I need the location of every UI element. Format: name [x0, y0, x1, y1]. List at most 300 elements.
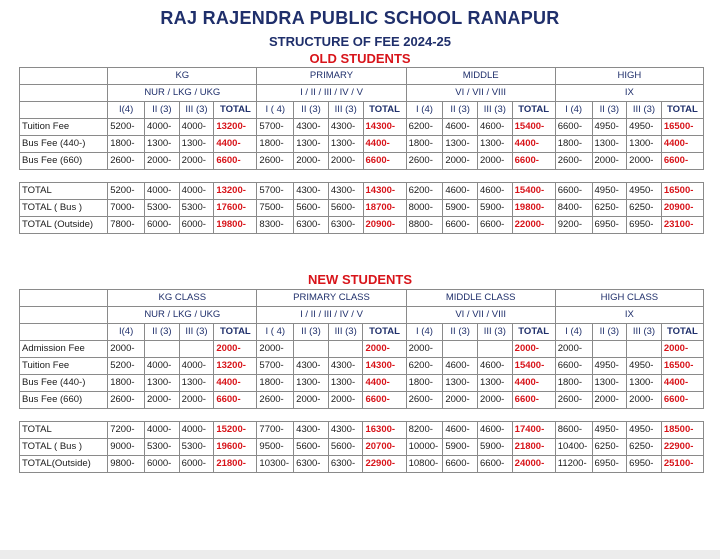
fee-cell: 4300-: [294, 119, 329, 136]
fee-cell: 4950-: [592, 422, 627, 439]
fee-cell: 15400-: [512, 358, 555, 375]
fee-cell: 4600-: [477, 183, 512, 200]
group-classes: NUR / LKG / UKG: [108, 307, 257, 324]
column-head: II (3): [443, 102, 478, 119]
column-head: TOTAL: [512, 324, 555, 341]
fee-row: [20, 217, 704, 234]
fee-cell: 4300-: [328, 119, 363, 136]
fee-cell: 7800-: [108, 217, 145, 234]
fee-cell: 22900-: [363, 456, 406, 473]
group-classes: NUR / LKG / UKG: [108, 85, 257, 102]
fee-cell: 2000-: [294, 392, 329, 409]
fee-cell: 1800-: [406, 136, 443, 153]
spacer-row: [20, 170, 704, 183]
fee-cell: 4950-: [627, 119, 662, 136]
fee-row: [20, 375, 704, 392]
fee-cell: [478, 341, 513, 358]
fee-cell: 24000-: [512, 456, 555, 473]
fee-cell: 4400-: [214, 136, 257, 153]
fee-cell: 6600-: [661, 153, 703, 170]
fee-cell: 16500-: [661, 119, 703, 136]
fee-cell: 6600-: [555, 119, 592, 136]
fee-cell: 5200-: [108, 119, 145, 136]
fee-cell: 2000-: [627, 392, 662, 409]
fee-cell: 2000-: [443, 392, 478, 409]
spacer-cell: [20, 170, 704, 183]
fee-cell: 7500-: [257, 200, 294, 217]
fee-cell: 4400-: [512, 136, 555, 153]
group-name: HIGH CLASS: [555, 290, 703, 307]
fee-cell: 5700-: [257, 119, 294, 136]
old-students-heading: OLD STUDENTS: [309, 51, 411, 66]
fee-cell: 4300-: [328, 358, 363, 375]
fee-cell: 20700-: [363, 439, 406, 456]
fee-cell: 6600-: [512, 153, 555, 170]
fee-cell: 4400-: [512, 375, 555, 392]
fee-cell: 1300-: [145, 375, 180, 392]
fee-cell: 19600-: [214, 439, 257, 456]
column-head: III (3): [477, 102, 512, 119]
fee-cell: 16500-: [661, 358, 703, 375]
fee-cell: 6000-: [179, 456, 214, 473]
group-classes-row: [20, 85, 704, 102]
column-head: I ( 4): [257, 324, 294, 341]
fee-row: [20, 392, 704, 409]
fee-cell: 2000-: [555, 341, 592, 358]
fee-cell: [294, 341, 329, 358]
column-head: II (3): [294, 102, 329, 119]
fee-cell: 5300-: [145, 439, 180, 456]
column-head: I (4): [555, 324, 592, 341]
fee-cell: 6300-: [328, 456, 363, 473]
fee-row-label: TOTAL(Outside): [20, 456, 108, 473]
fee-cell: [592, 341, 627, 358]
column-head: TOTAL: [512, 102, 555, 119]
fee-cell: 4000-: [145, 422, 180, 439]
column-head: I (4): [555, 102, 592, 119]
fee-cell: 4600-: [478, 422, 513, 439]
fee-cell: 4000-: [179, 358, 214, 375]
fee-cell: 1800-: [108, 136, 145, 153]
column-head: II (3): [592, 324, 627, 341]
fee-cell: 4400-: [661, 136, 703, 153]
fee-row-label: Admission Fee: [20, 341, 108, 358]
fee-cell: 13200-: [214, 119, 257, 136]
document-title: STRUCTURE OF FEE 2024-25: [268, 34, 452, 49]
fee-cell: 4600-: [477, 119, 512, 136]
fee-cell: 8800-: [406, 217, 443, 234]
fee-cell: 6300-: [328, 217, 363, 234]
fee-cell: 21800-: [512, 439, 555, 456]
fee-cell: 17600-: [214, 200, 257, 217]
fee-cell: 1300-: [592, 136, 627, 153]
fee-cell: 1300-: [592, 375, 627, 392]
group-name: MIDDLE CLASS: [406, 290, 555, 307]
corner-cell: [20, 290, 108, 307]
fee-cell: 4600-: [478, 358, 513, 375]
column-head: TOTAL: [214, 102, 257, 119]
fee-cell: 21800-: [214, 456, 257, 473]
fee-cell: [328, 341, 363, 358]
fee-row: [20, 341, 704, 358]
fee-cell: 8000-: [406, 200, 443, 217]
fee-cell: 4400-: [363, 136, 406, 153]
fee-cell: 6250-: [627, 439, 662, 456]
fee-row: [20, 456, 704, 473]
fee-cell: 4000-: [179, 422, 214, 439]
fee-cell: 4000-: [179, 183, 214, 200]
fee-cell: 9500-: [257, 439, 294, 456]
fee-cell: 20900-: [661, 200, 703, 217]
column-head: TOTAL: [661, 324, 703, 341]
group-name: KG: [108, 68, 257, 85]
fee-cell: 1300-: [627, 136, 662, 153]
fee-cell: 2000-: [592, 392, 627, 409]
fee-cell: 1300-: [627, 375, 662, 392]
group-name: PRIMARY CLASS: [257, 290, 406, 307]
fee-cell: 18500-: [661, 422, 703, 439]
fee-row-label: Tuition Fee: [20, 119, 108, 136]
column-head: TOTAL: [363, 324, 406, 341]
fee-cell: 4950-: [592, 119, 627, 136]
fee-cell: 5900-: [443, 439, 478, 456]
fee-cell: 9000-: [108, 439, 145, 456]
column-head: II (3): [145, 324, 180, 341]
fee-row-label: Bus Fee (440-): [20, 136, 108, 153]
fee-cell: 6300-: [294, 217, 329, 234]
fee-cell: 6600-: [661, 392, 703, 409]
fee-cell: 4400-: [214, 375, 257, 392]
column-head: III (3): [179, 324, 214, 341]
column-head: I ( 4): [257, 102, 294, 119]
fee-cell: 4400-: [363, 375, 406, 392]
fee-row-label: TOTAL ( Bus ): [20, 200, 108, 217]
fee-cell: 10300-: [257, 456, 294, 473]
fee-cell: 5300-: [145, 200, 180, 217]
fee-cell: 4950-: [592, 358, 627, 375]
fee-cell: 6950-: [592, 456, 627, 473]
fee-cell: 2600-: [108, 153, 145, 170]
corner-cell: [20, 324, 108, 341]
spacer-row: [20, 409, 704, 422]
fee-cell: 5200-: [108, 183, 145, 200]
fee-row: [20, 153, 704, 170]
fee-cell: 5900-: [478, 439, 513, 456]
fee-cell: 6600-: [443, 456, 478, 473]
new-students-heading: NEW STUDENTS: [308, 272, 412, 287]
group-classes: I / II / III / IV / V: [257, 85, 406, 102]
fee-cell: 20900-: [363, 217, 406, 234]
fee-row: [20, 358, 704, 375]
group-classes: I / II / III / IV / V: [257, 307, 406, 324]
fee-row-label: TOTAL ( Bus ): [20, 439, 108, 456]
fee-cell: 16300-: [363, 422, 406, 439]
fee-cell: 4950-: [627, 183, 662, 200]
column-head-row: [20, 324, 704, 341]
fee-cell: 6600-: [555, 183, 592, 200]
corner-cell: [20, 68, 108, 85]
group-name-row: [20, 290, 704, 307]
fee-cell: 13200-: [214, 358, 257, 375]
fee-cell: 4000-: [145, 358, 180, 375]
fee-cell: 1300-: [477, 136, 512, 153]
fee-cell: 1800-: [555, 136, 592, 153]
column-head: TOTAL: [363, 102, 406, 119]
fee-cell: 1800-: [406, 375, 443, 392]
column-head: I(4): [108, 102, 145, 119]
fee-cell: 6950-: [627, 217, 662, 234]
column-head: III (3): [627, 324, 662, 341]
fee-cell: 1800-: [257, 136, 294, 153]
fee-cell: 2000-: [145, 153, 180, 170]
fee-row-label: TOTAL: [20, 422, 108, 439]
fee-cell: [443, 341, 478, 358]
fee-row-label: Bus Fee (660): [20, 392, 108, 409]
fee-cell: [179, 341, 214, 358]
column-head: III (3): [179, 102, 214, 119]
group-name: MIDDLE: [406, 68, 555, 85]
fee-cell: 4600-: [443, 358, 478, 375]
fee-row: [20, 119, 704, 136]
fee-cell: 1300-: [328, 136, 363, 153]
fee-cell: 6300-: [294, 456, 329, 473]
fee-cell: 2000-: [328, 392, 363, 409]
fee-cell: 2000-: [478, 392, 513, 409]
fee-cell: 6200-: [406, 358, 443, 375]
fee-cell: 2600-: [108, 392, 145, 409]
fee-cell: 5900-: [477, 200, 512, 217]
fee-cell: 4000-: [145, 119, 180, 136]
fee-cell: 19800-: [214, 217, 257, 234]
fee-row-label: Bus Fee (440-): [20, 375, 108, 392]
fee-cell: 6600-: [477, 217, 512, 234]
fee-cell: 2000-: [108, 341, 145, 358]
fee-cell: 2000-: [592, 153, 627, 170]
fee-cell: 2600-: [406, 153, 443, 170]
group-name-row: [20, 68, 704, 85]
fee-cell: 14300-: [363, 358, 406, 375]
column-head: I (4): [406, 102, 443, 119]
fee-row: [20, 422, 704, 439]
fee-cell: 23100-: [661, 217, 703, 234]
column-head: TOTAL: [661, 102, 703, 119]
fee-cell: 2000-: [328, 153, 363, 170]
fee-cell: 11200-: [555, 456, 592, 473]
fee-cell: 6950-: [592, 217, 627, 234]
fee-cell: 2000-: [406, 341, 443, 358]
column-head: II (3): [294, 324, 329, 341]
fee-cell: 2000-: [214, 341, 257, 358]
fee-cell: 4600-: [443, 119, 478, 136]
fee-cell: 2600-: [555, 392, 592, 409]
fee-cell: 2000-: [627, 153, 662, 170]
fee-cell: 5200-: [108, 358, 145, 375]
fee-cell: 1300-: [179, 136, 214, 153]
column-head: TOTAL: [214, 324, 257, 341]
fee-cell: 19800-: [512, 200, 555, 217]
fee-cell: 4600-: [443, 183, 478, 200]
fee-cell: 5700-: [257, 358, 294, 375]
fee-cell: 8600-: [555, 422, 592, 439]
fee-cell: [145, 341, 180, 358]
fee-cell: 4300-: [328, 183, 363, 200]
fee-cell: 5700-: [257, 183, 294, 200]
fee-cell: 1300-: [328, 375, 363, 392]
fee-cell: 9200-: [555, 217, 592, 234]
fee-cell: 6600-: [363, 392, 406, 409]
fee-row-label: TOTAL: [20, 183, 108, 200]
group-name: HIGH: [555, 68, 703, 85]
fee-cell: 1800-: [108, 375, 145, 392]
fee-cell: 2000-: [257, 341, 294, 358]
fee-cell: 8300-: [257, 217, 294, 234]
fee-cell: 6600-: [363, 153, 406, 170]
fee-cell: 1300-: [443, 375, 478, 392]
fee-row-label: Bus Fee (660): [20, 153, 108, 170]
fee-cell: 1300-: [478, 375, 513, 392]
fee-cell: 4600-: [443, 422, 478, 439]
fee-cell: 10400-: [555, 439, 592, 456]
fee-cell: 14300-: [363, 183, 406, 200]
fee-cell: 4300-: [328, 422, 363, 439]
fee-cell: 4400-: [661, 375, 703, 392]
fee-cell: 14300-: [363, 119, 406, 136]
column-head: I (4): [406, 324, 443, 341]
fee-cell: 2000-: [294, 153, 329, 170]
column-head: I(4): [108, 324, 145, 341]
fee-cell: 2600-: [555, 153, 592, 170]
fee-cell: 5300-: [179, 200, 214, 217]
fee-cell: 4000-: [145, 183, 180, 200]
fee-row: [20, 183, 704, 200]
fee-cell: 1300-: [294, 136, 329, 153]
fee-cell: 2000-: [661, 341, 703, 358]
fee-cell: 2000-: [145, 392, 180, 409]
column-head: III (3): [328, 102, 363, 119]
group-classes: IX: [555, 307, 703, 324]
fee-cell: 1300-: [145, 136, 180, 153]
fee-cell: 6600-: [443, 217, 478, 234]
fee-cell: 18700-: [363, 200, 406, 217]
column-head: II (3): [145, 102, 180, 119]
column-head: II (3): [592, 102, 627, 119]
fee-cell: 25100-: [661, 456, 703, 473]
fee-cell: 2000-: [179, 392, 214, 409]
fee-cell: 5600-: [328, 200, 363, 217]
fee-cell: 6200-: [406, 183, 443, 200]
fee-cell: 7200-: [108, 422, 145, 439]
fee-cell: 7700-: [257, 422, 294, 439]
column-head: III (3): [627, 102, 662, 119]
fee-cell: 4300-: [294, 358, 329, 375]
fee-cell: 2000-: [363, 341, 406, 358]
fee-cell: 6600-: [478, 456, 513, 473]
fee-cell: 6950-: [627, 456, 662, 473]
fee-cell: 2600-: [406, 392, 443, 409]
fee-cell: 6600-: [555, 358, 592, 375]
group-classes-row: [20, 307, 704, 324]
fee-cell: 1800-: [555, 375, 592, 392]
fee-cell: 1300-: [294, 375, 329, 392]
fee-cell: 4000-: [179, 119, 214, 136]
fee-cell: 2600-: [257, 392, 294, 409]
fee-cell: 6250-: [592, 200, 627, 217]
fee-cell: 2600-: [257, 153, 294, 170]
fee-cell: 4300-: [294, 422, 329, 439]
fee-cell: 1300-: [443, 136, 478, 153]
group-name: KG CLASS: [108, 290, 257, 307]
group-name: PRIMARY: [257, 68, 406, 85]
fee-cell: 16500-: [661, 183, 703, 200]
fee-row: [20, 439, 704, 456]
column-head: III (3): [328, 324, 363, 341]
fee-cell: 9800-: [108, 456, 145, 473]
fee-cell: 6600-: [214, 153, 257, 170]
fee-cell: 2000-: [179, 153, 214, 170]
fee-cell: 4950-: [627, 358, 662, 375]
fee-cell: 2000-: [512, 341, 555, 358]
fee-cell: 6600-: [512, 392, 555, 409]
fee-cell: 6250-: [592, 439, 627, 456]
fee-cell: 4950-: [592, 183, 627, 200]
fee-cell: 4300-: [294, 183, 329, 200]
group-classes: VI / VII / VIII: [406, 307, 555, 324]
corner-cell: [20, 85, 108, 102]
fee-cell: 6000-: [145, 217, 180, 234]
fee-cell: 6250-: [627, 200, 662, 217]
fee-cell: 17400-: [512, 422, 555, 439]
bottom-bar: [0, 550, 720, 559]
corner-cell: [20, 102, 108, 119]
fee-row: [20, 136, 704, 153]
fee-cell: 15200-: [214, 422, 257, 439]
spacer-cell: [20, 409, 704, 422]
fee-cell: 6000-: [179, 217, 214, 234]
fee-cell: 13200-: [214, 183, 257, 200]
group-classes: IX: [555, 85, 703, 102]
fee-cell: 15400-: [512, 183, 555, 200]
fee-cell: 5600-: [328, 439, 363, 456]
fee-cell: 22900-: [661, 439, 703, 456]
fee-cell: 6000-: [145, 456, 180, 473]
fee-cell: 5300-: [179, 439, 214, 456]
fee-cell: [627, 341, 662, 358]
fee-cell: 2000-: [477, 153, 512, 170]
fee-row-label: TOTAL (Outside): [20, 217, 108, 234]
fee-cell: 8400-: [555, 200, 592, 217]
old-students-fee-table: [19, 67, 704, 234]
fee-cell: 5600-: [294, 439, 329, 456]
school-name: RAJ RAJENDRA PUBLIC SCHOOL RANAPUR: [160, 8, 560, 28]
fee-cell: 8200-: [406, 422, 443, 439]
fee-cell: 1800-: [257, 375, 294, 392]
column-head: II (3): [443, 324, 478, 341]
fee-cell: 5600-: [294, 200, 329, 217]
fee-row: [20, 200, 704, 217]
fee-cell: 7000-: [108, 200, 145, 217]
fee-cell: 1300-: [179, 375, 214, 392]
group-classes: VI / VII / VIII: [406, 85, 555, 102]
fee-cell: 4950-: [627, 422, 662, 439]
column-head-row: [20, 102, 704, 119]
fee-cell: 2000-: [443, 153, 478, 170]
fee-cell: 15400-: [512, 119, 555, 136]
fee-cell: 6200-: [406, 119, 443, 136]
fee-cell: 10000-: [406, 439, 443, 456]
fee-cell: 5900-: [443, 200, 478, 217]
fee-cell: 22000-: [512, 217, 555, 234]
fee-cell: 10800-: [406, 456, 443, 473]
